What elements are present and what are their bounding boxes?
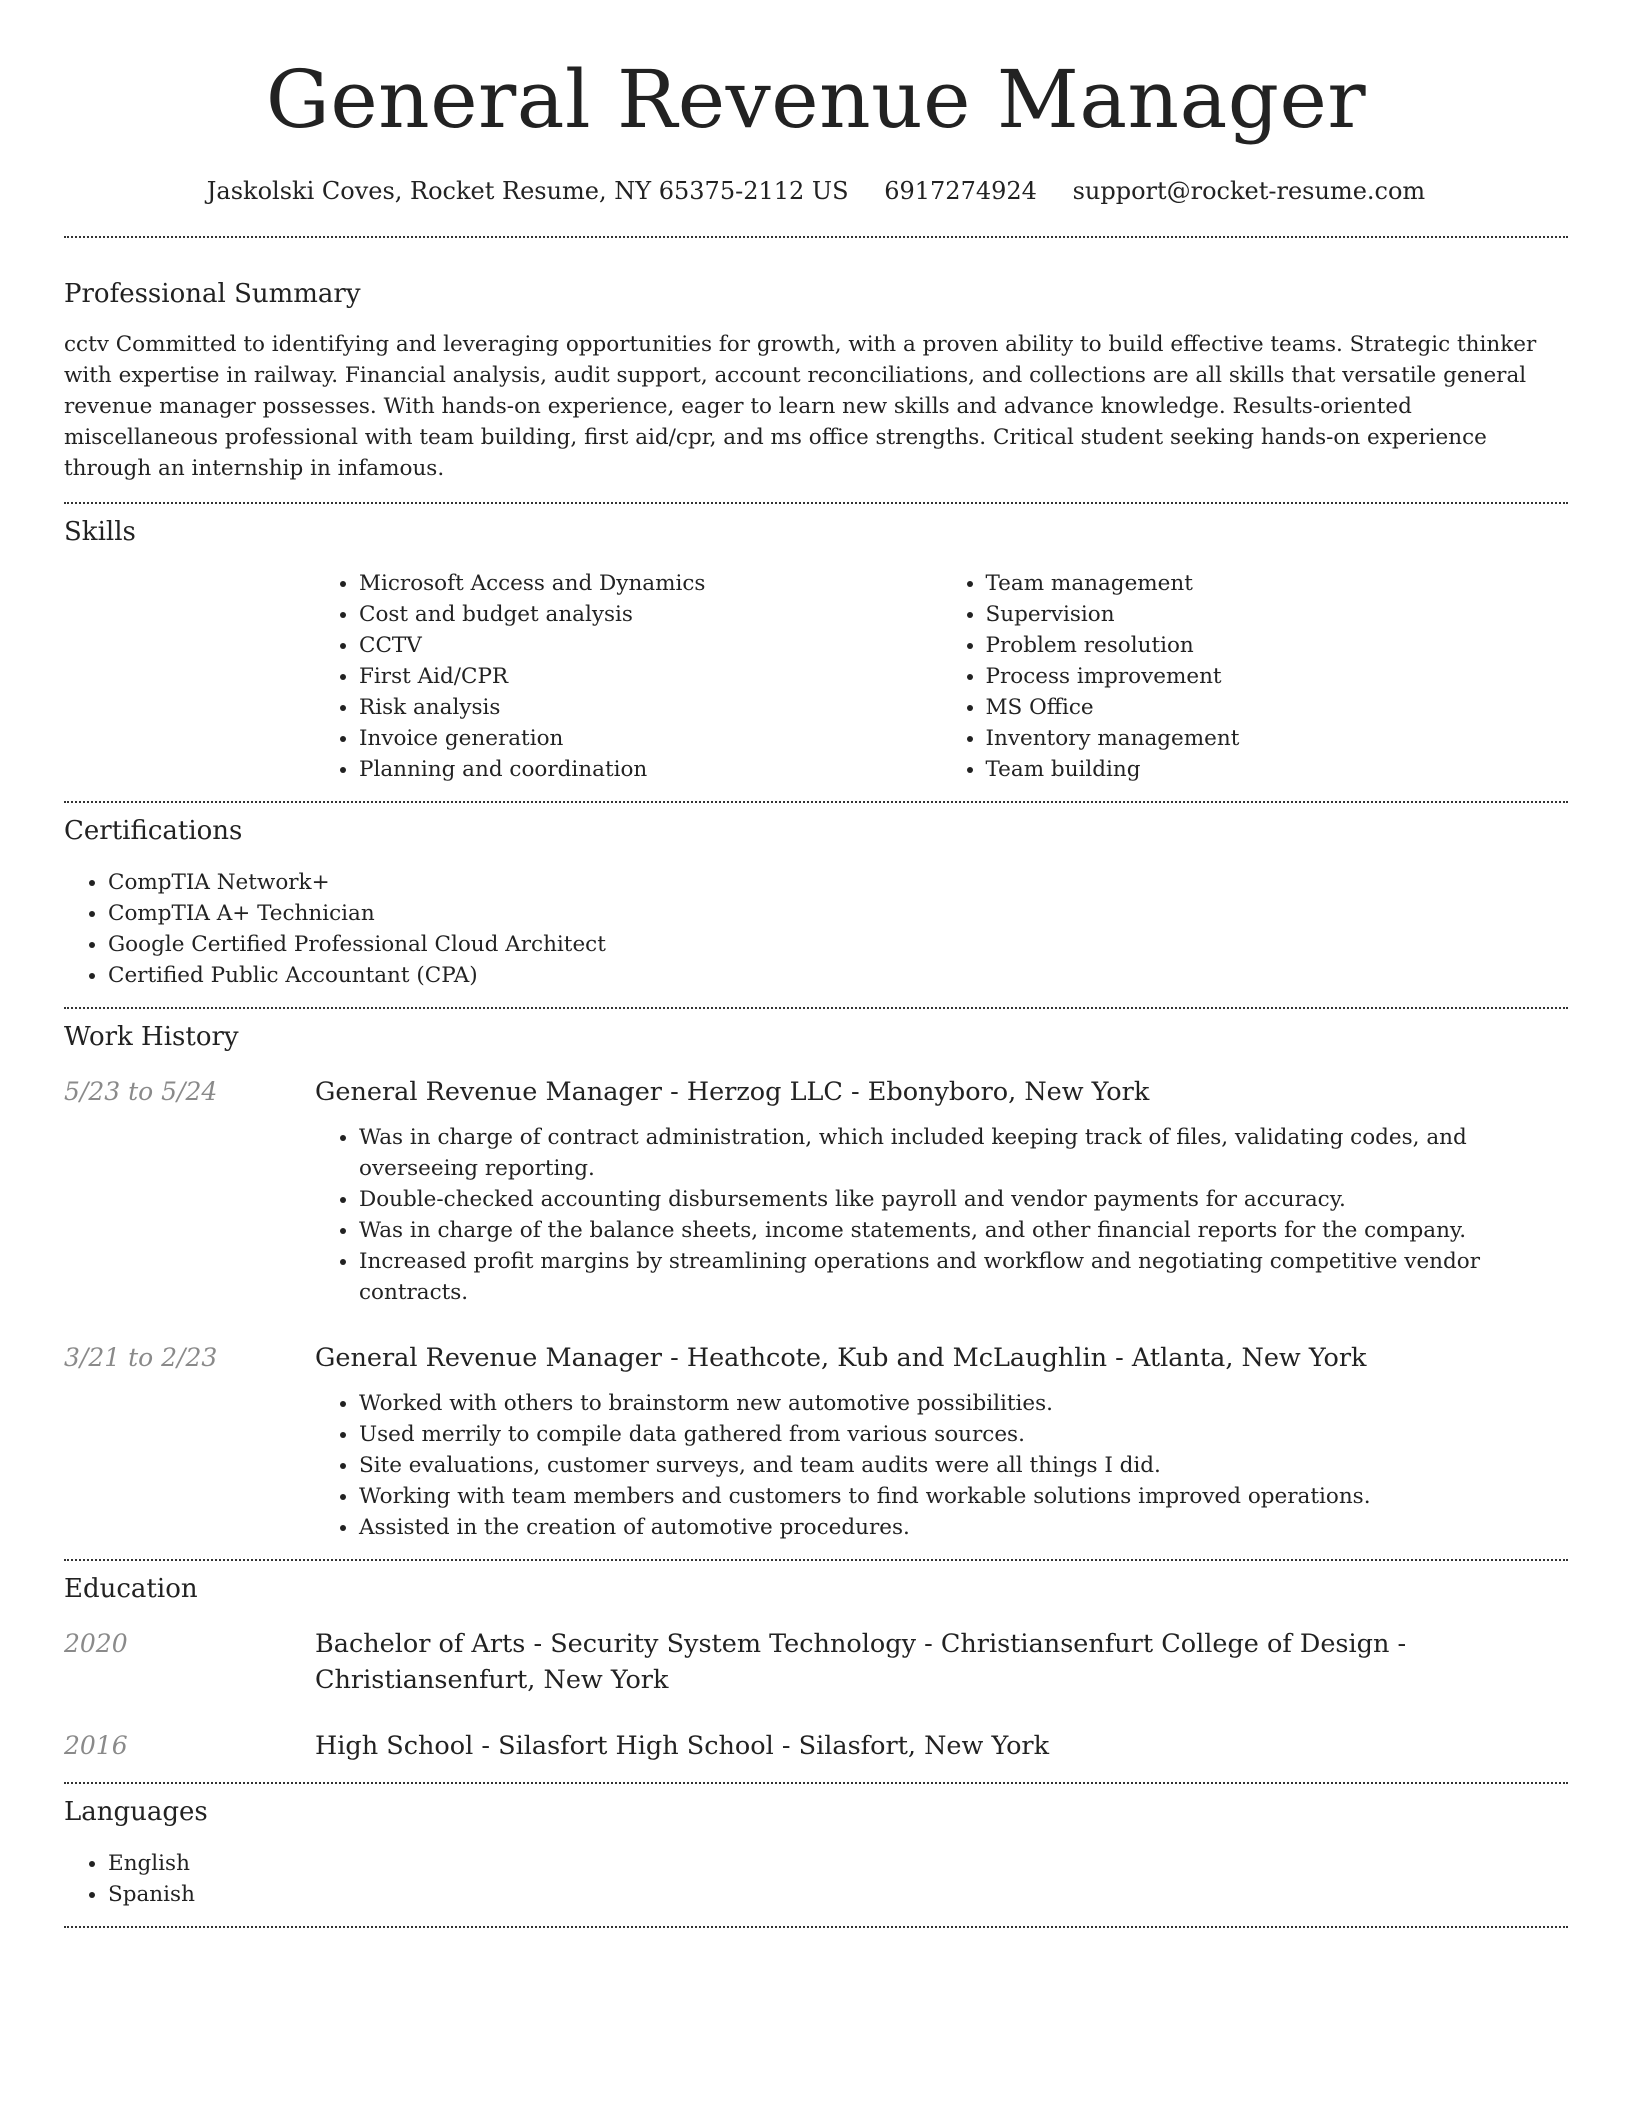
contact-email: support@rocket-resume.com: [1072, 177, 1426, 205]
job-bullet: • Assisted in the creation of automotive procedures.: [359, 1512, 1568, 1543]
job-bullet: • Double-checked accounting disbursements like payroll and vendor payments for accuracy.: [359, 1184, 1568, 1215]
education-section: [64, 1561, 1568, 1782]
contact-line: [64, 176, 1568, 206]
language-item: • Spanish: [108, 1879, 1568, 1910]
job-bullet: • Worked with others to brainstorm new automotive possibilities.: [359, 1388, 1568, 1419]
resume-name: General Revenue Manager: [265, 53, 1367, 146]
education-entry: [64, 1626, 1568, 1698]
skill-item: • Problem resolution: [986, 630, 1569, 661]
skills-list-right: [942, 568, 1569, 785]
job-heading: General Revenue Manager - Heathcote, Kub and McLaughlin - Atlanta, New York: [315, 1343, 1367, 1373]
skill-item: • Team building: [986, 754, 1569, 785]
skill-item: • CCTV: [359, 630, 942, 661]
certification-item: • Google Certified Professional Cloud Architect: [108, 929, 1568, 960]
job-entry: [64, 1074, 1568, 1308]
job-bullets: [315, 1388, 1568, 1543]
work-history-title: Work History: [64, 1022, 239, 1052]
education-title: Education: [64, 1574, 198, 1604]
skill-item: • Risk analysis: [359, 692, 942, 723]
certifications-list: [64, 867, 1568, 991]
contact-address: Jaskolski Coves, Rocket Resume, NY 65375-2112 US: [206, 177, 849, 205]
job-bullet: • Site evaluations, customer surveys, and team audits were all things I did.: [359, 1450, 1568, 1481]
certification-item: • CompTIA Network+: [108, 867, 1568, 898]
job-dates: 5/23 to 5/24: [64, 1077, 218, 1106]
certifications-title: Certifications: [64, 816, 243, 846]
job-bullet: • Used merrily to compile data gathered from various sources.: [359, 1419, 1568, 1450]
skill-item: • Process improvement: [986, 661, 1569, 692]
skills-title: Skills: [64, 517, 136, 547]
languages-list: [64, 1848, 1568, 1910]
summary-title: Professional Summary: [64, 279, 361, 309]
skills-columns: [315, 568, 1568, 785]
education-heading: High School - Silasfort High School - Silasfort, New York: [315, 1731, 1050, 1761]
skill-item: • Inventory management: [986, 723, 1569, 754]
education-entry: [64, 1728, 1568, 1764]
skill-item: • Invoice generation: [359, 723, 942, 754]
certification-item: • CompTIA A+ Technician: [108, 898, 1568, 929]
job-entry: [64, 1340, 1568, 1543]
education-year: 2020: [64, 1629, 128, 1658]
languages-section: [64, 1784, 1568, 1926]
skill-item: • First Aid/CPR: [359, 661, 942, 692]
certifications-section: [64, 803, 1568, 1007]
skills-section: [64, 504, 1568, 801]
contact-phone: 6917274924: [884, 177, 1037, 205]
language-item: • English: [108, 1848, 1568, 1879]
job-bullet: • Increased profit margins by streamlining operations and workflow and negotiating competitive vendor contracts.: [359, 1246, 1568, 1308]
job-body: [315, 1074, 1568, 1308]
skill-item: • Microsoft Access and Dynamics: [359, 568, 942, 599]
skill-item: • MS Office: [986, 692, 1569, 723]
job-bullets: [315, 1122, 1568, 1308]
skills-list-left: [315, 568, 942, 785]
skill-item: • Planning and coordination: [359, 754, 942, 785]
job-bullet: • Was in charge of contract administration, which included keeping track of files, validating codes, and overseeing reporting.: [359, 1122, 1568, 1184]
skill-item: • Team management: [986, 568, 1569, 599]
education-heading: Bachelor of Arts - Security System Technology - Christiansenfurt College of Design - Christiansenfurt, New York: [315, 1629, 1407, 1695]
skill-item: • Supervision: [986, 599, 1569, 630]
job-body: [315, 1340, 1568, 1543]
work-history-section: [64, 1009, 1568, 1559]
certification-item: • Certified Public Accountant (CPA): [108, 960, 1568, 991]
divider: [64, 1926, 1568, 1928]
job-bullet: • Working with team members and customers to find workable solutions improved operations.: [359, 1481, 1568, 1512]
education-year: 2016: [64, 1731, 128, 1760]
summary-text: cctv Committed to identifying and leveraging opportunities for growth, with a proven ability to build effective teams. Strategic thinker with expertise in railway. Financial analysis, audit support, account reconciliations, and collections are all skills that versatile general revenue manager possesses. With hands-on experience, eager to learn new skills and advance knowledge. Results-oriented miscellaneous professional with team building, first aid/cpr, and ms office strengths. Critical student seeking hands-on experience through an internship in infamous.: [64, 332, 1537, 481]
job-heading: General Revenue Manager - Herzog LLC - Ebonyboro, New York: [315, 1077, 1150, 1107]
languages-title: Languages: [64, 1797, 208, 1827]
job-bullet: • Was in charge of the balance sheets, income statements, and other financial reports for the company.: [359, 1215, 1568, 1246]
summary-section: [64, 238, 1568, 502]
skill-item: • Cost and budget analysis: [359, 599, 942, 630]
job-dates: 3/21 to 2/23: [64, 1343, 218, 1372]
